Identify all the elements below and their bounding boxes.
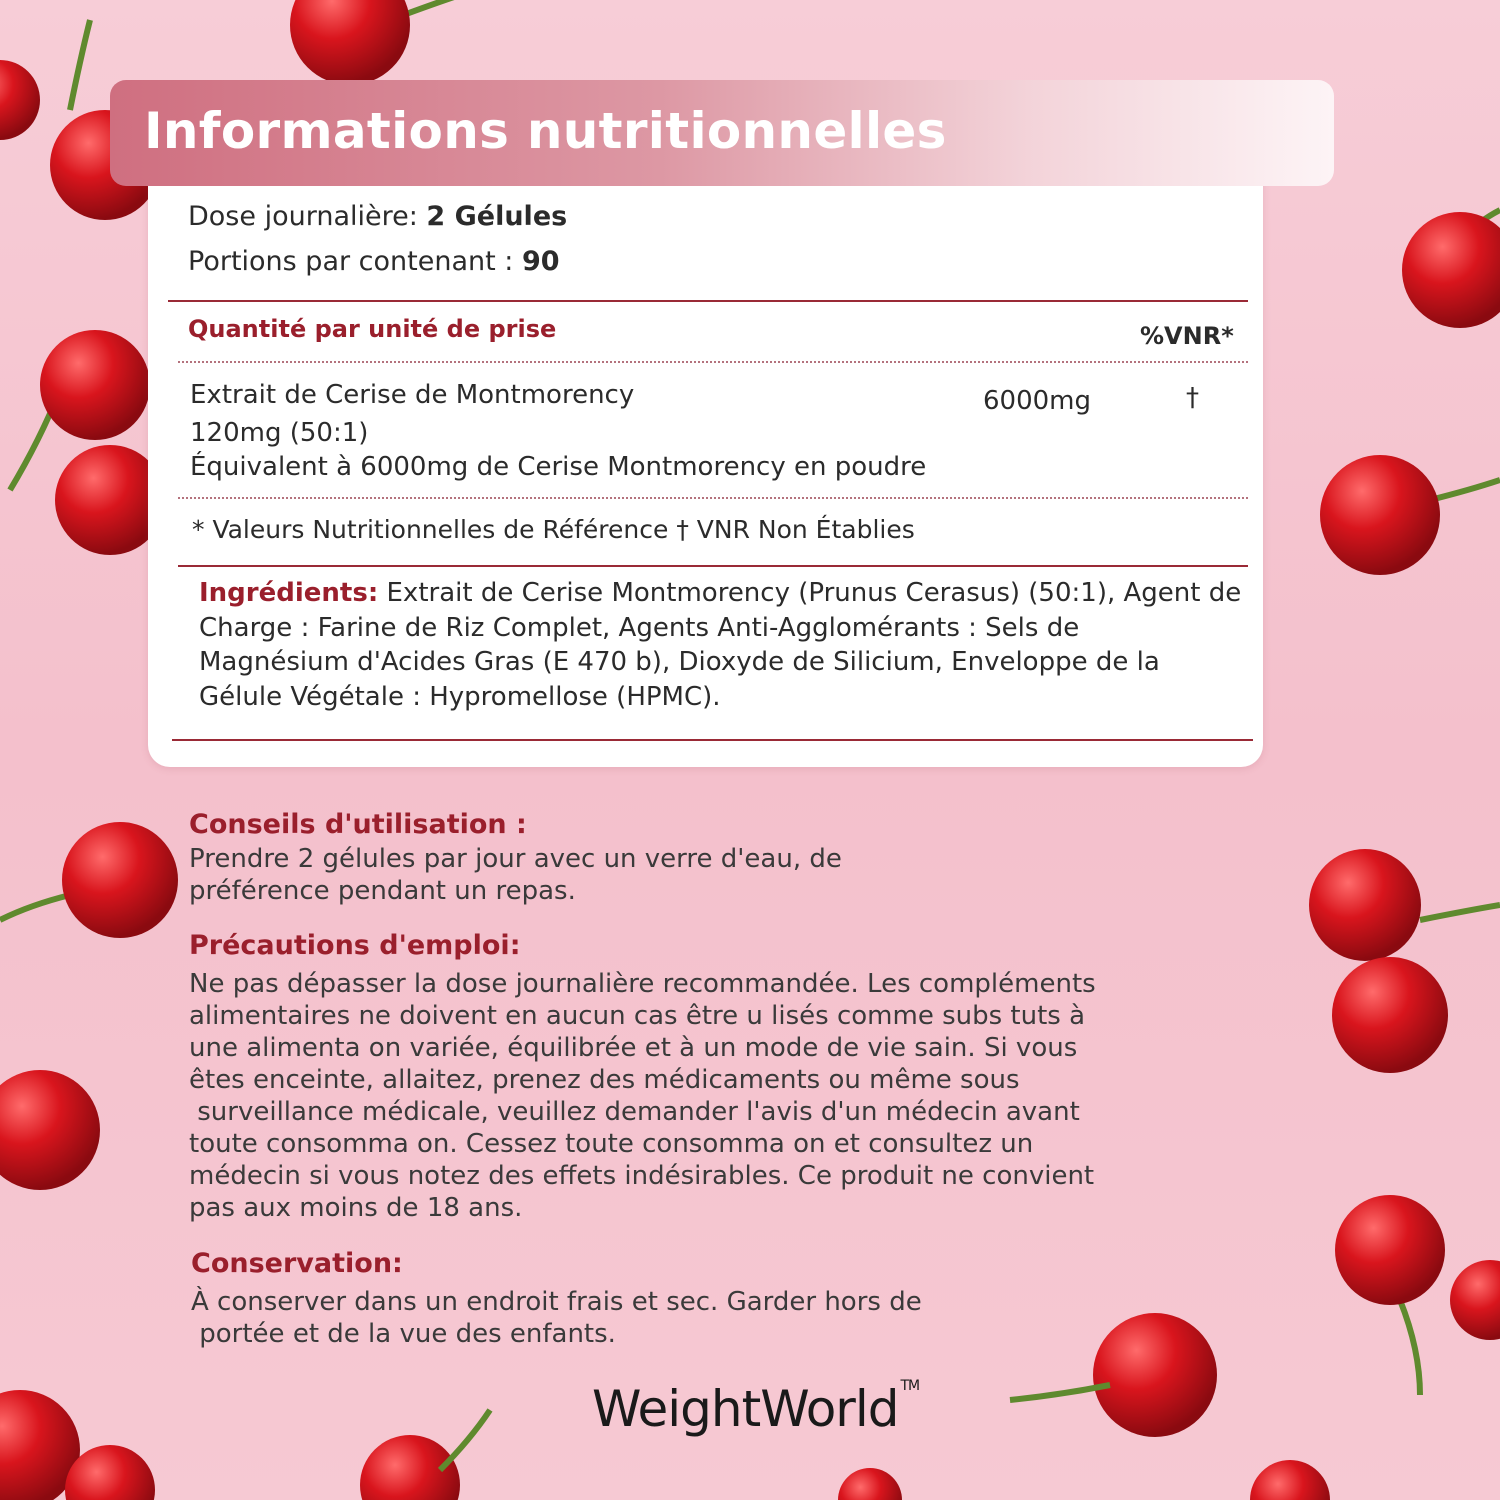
logo-text: WeightWorld [592, 1380, 899, 1438]
conservation-heading: Conservation: [191, 1248, 403, 1279]
usage-line: préférence pendant un repas. [189, 876, 576, 906]
precautions-text [189, 968, 1096, 1224]
portions-label: Portions par contenant : [188, 246, 514, 277]
divider [168, 300, 1248, 302]
usage-text [189, 843, 842, 907]
portions-value: 90 [521, 246, 560, 277]
row-amount: 6000mg [983, 386, 1091, 416]
divider [172, 739, 1253, 741]
ingredients-text: Extrait de Cerise Montmorency (Prunus Cerasus) (50:1), Agent de [378, 578, 1242, 608]
ingredients-line1 [199, 578, 1241, 608]
dose-value: 2 Gélules [426, 201, 568, 232]
precautions-line: êtes enceinte, allaitez, prenez des médicaments ou même sous [189, 1065, 1020, 1095]
precautions-line: toute consomma on. Cessez toute consomma on et consultez un [189, 1129, 1034, 1159]
conservation-text [191, 1286, 922, 1350]
precautions-line: alimentaires ne doivent en aucun cas être u lisés comme subs tuts à [189, 1001, 1086, 1031]
conservation-line: À conserver dans un endroit frais et sec. Garder hors de [191, 1287, 922, 1317]
dose-line [188, 201, 567, 232]
precautions-line: Ne pas dépasser la dose journalière recommandée. Les compléments [189, 969, 1096, 999]
row-vnr: † [1186, 383, 1199, 413]
title-bar [110, 80, 1334, 186]
table-header-left: Quantité par unité de prise [188, 315, 557, 343]
row-name-line1: Extrait de Cerise de Montmorency [190, 380, 635, 410]
dotted-divider [178, 497, 1248, 499]
precautions-line: une alimenta on variée, équilibrée et à un mode de vie sain. Si vous [189, 1033, 1078, 1063]
ingredients-label: Ingrédients: [199, 578, 379, 608]
precautions-line: surveillance médicale, veuillez demander l'avis d'un médecin avant [189, 1097, 1080, 1127]
usage-heading: Conseils d'utilisation : [189, 809, 527, 840]
page-title: Informations nutritionnelles [144, 102, 947, 160]
ingredients-line2: Charge : Farine de Riz Complet, Agents Anti-Agglomérants : Sels de [199, 613, 1080, 643]
precautions-line: médecin si vous notez des effets indésirables. Ce produit ne convient [189, 1161, 1095, 1191]
row-name-line3: Équivalent à 6000mg de Cerise Montmorency en poudre [190, 452, 927, 482]
ingredients-line4: Gélule Végétale : Hypromellose (HPMC). [199, 682, 721, 712]
precautions-line: pas aux moins de 18 ans. [189, 1193, 523, 1223]
portions-line [188, 246, 560, 277]
weightworld-logo [592, 1380, 919, 1438]
divider [178, 565, 1248, 567]
precautions-heading: Précautions d'emploi: [189, 930, 521, 961]
row-name-line2: 120mg (50:1) [190, 418, 369, 448]
dose-label: Dose journalière: [188, 201, 418, 232]
footnote: * Valeurs Nutritionnelles de Référence † VNR Non Établies [192, 515, 915, 544]
usage-line: Prendre 2 gélules par jour avec un verre d'eau, de [189, 844, 842, 874]
logo-trademark: TM [900, 1378, 920, 1394]
conservation-line: portée et de la vue des enfants. [191, 1319, 616, 1349]
dotted-divider [178, 361, 1248, 363]
table-header-right: %VNR* [1140, 322, 1234, 350]
ingredients-line3: Magnésium d'Acides Gras (E 470 b), Dioxyde de Silicium, Enveloppe de la [199, 647, 1160, 677]
